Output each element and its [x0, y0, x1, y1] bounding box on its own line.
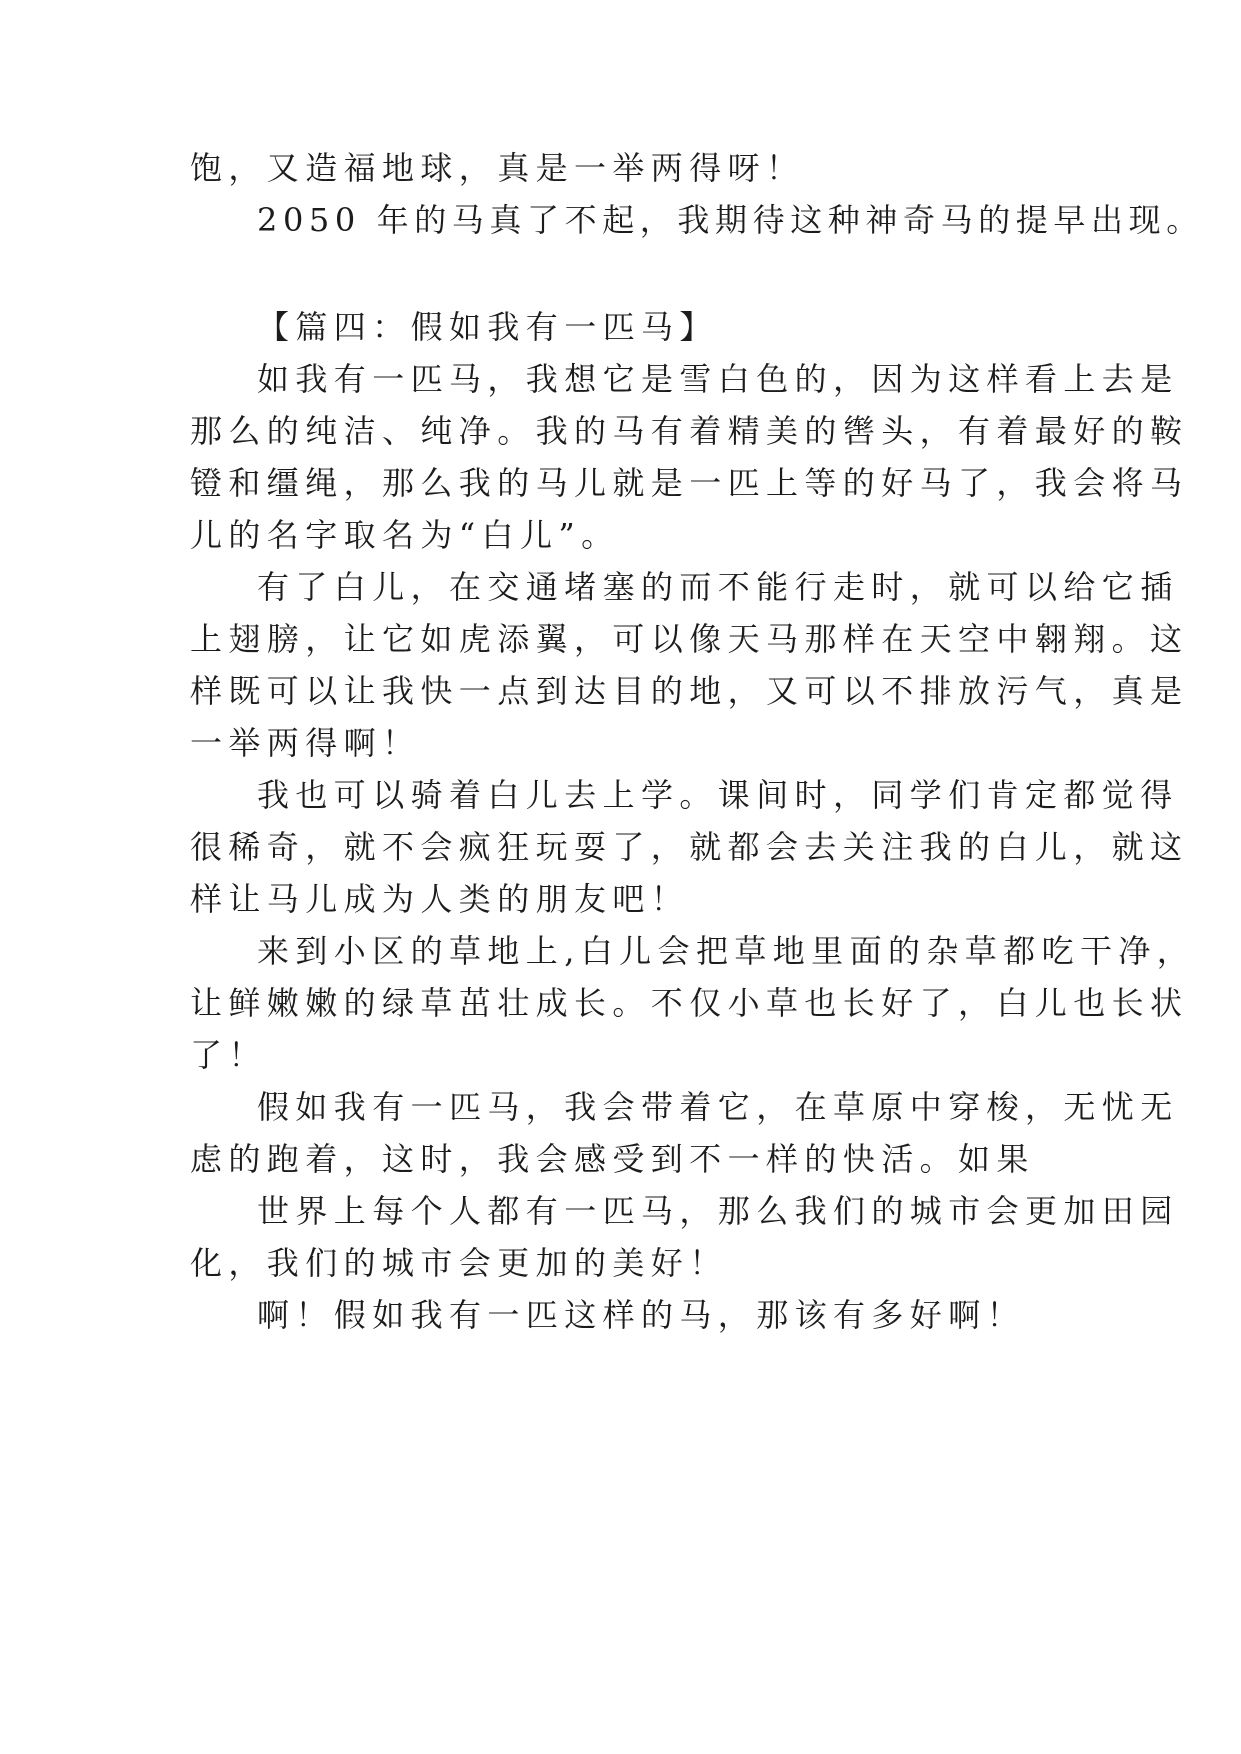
text-line: 了！ [190, 1036, 267, 1074]
text-line: 让鲜嫩嫩的绿草茁壮成长。不仅小草也长好了，白儿也长状 [190, 984, 1189, 1022]
text-line: 很稀奇，就不会疯狂玩耍了，就都会去关注我的白儿，就这 [190, 828, 1189, 866]
text-line: 儿的名字取名为“白儿”。 [190, 516, 620, 554]
text-line: 我也可以骑着白儿去上学。课间时，同学们肯定都觉得 [257, 776, 1179, 814]
text-line: 假如我有一匹马，我会带着它，在草原中穿梭，无忧无 [257, 1088, 1179, 1126]
text-line: 上翅膀，让它如虎添翼，可以像天马那样在天空中翱翔。这 [190, 620, 1189, 658]
text-line: 样让马儿成为人类的朋友吧！ [190, 880, 690, 918]
text-line: 有了白儿，在交通堵塞的而不能行走时，就可以给它插 [257, 568, 1179, 606]
text-line: 饱，又造福地球，真是一举两得呀！ [190, 149, 805, 187]
text-line: 样既可以让我快一点到达目的地，又可以不排放污气，真是 [190, 672, 1189, 710]
text-line: 虑的跑着，这时，我会感受到不一样的快活。如果 [190, 1140, 1035, 1178]
section-heading: 【篇四：假如我有一匹马】 [257, 308, 718, 346]
text-line: 一举两得啊！ [190, 724, 421, 762]
text-line: 2050 年的马真了不起，我期待这种神奇马的提早出现。 [257, 201, 1204, 239]
text-line: 啊！假如我有一匹这样的马，那该有多好啊！ [257, 1296, 1026, 1334]
text-line: 镫和缰绳，那么我的马儿就是一匹上等的好马了，我会将马 [190, 464, 1189, 502]
text-line: 来到小区的草地上,白儿会把草地里面的杂草都吃干净， [257, 932, 1196, 970]
text-line: 如我有一匹马，我想它是雪白色的，因为这样看上去是 [257, 360, 1179, 398]
text-line: 世界上每个人都有一匹马，那么我们的城市会更加田园 [257, 1192, 1179, 1230]
text-line: 化，我们的城市会更加的美好！ [190, 1244, 728, 1282]
text-line: 那么的纯洁、纯净。我的马有着精美的辔头，有着最好的鞍 [190, 412, 1189, 450]
